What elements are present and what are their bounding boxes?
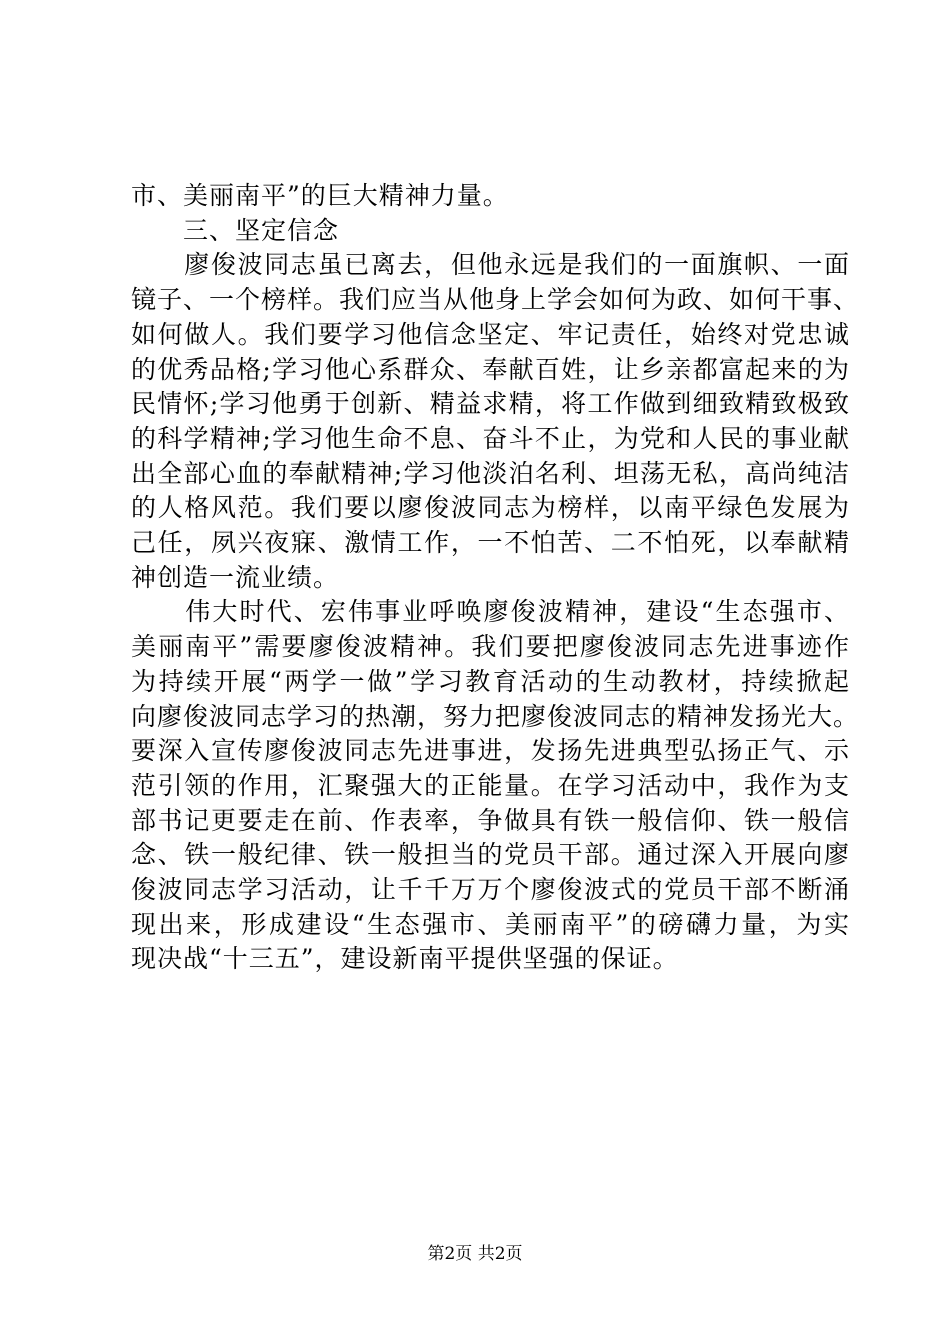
text-line: 现出来，形成建设“生态强市、美丽南平”的磅礴力量，为实 xyxy=(131,909,850,939)
text-line: 伟大时代、宏伟事业呼唤廖俊波精神，建设“生态强市、 xyxy=(131,597,850,627)
text-line: 的科学精神;学习他生命不息、奋斗不止，为党和人民的事业献 xyxy=(131,423,850,453)
page-footer: 第2页 共2页 xyxy=(427,1244,523,1264)
text-line: 三、坚定信念 xyxy=(131,215,340,245)
text-line: 的人格风范。我们要以廖俊波同志为榜样，以南平绿色发展为 xyxy=(131,493,850,523)
text-line: 俊波同志学习活动，让千千万万个廖俊波式的党员干部不断涌 xyxy=(131,875,850,904)
text-line: 神创造一流业绩。 xyxy=(131,562,340,592)
text-line: 为持续开展“两学一做”学习教育活动的生动教材，持续掀起 xyxy=(131,666,850,696)
text-line: 镜子、一个榜样。我们应当从他身上学会如何为政、如何干事、 xyxy=(131,285,860,315)
text-line: 部书记更要走在前、作表率，争做具有铁一般信仰、铁一般信 xyxy=(131,805,850,835)
text-line: 的优秀品格;学习他心系群众、奉献百姓，让乡亲都富起来的为 xyxy=(131,354,850,384)
text-line: 出全部心血的奉献精神;学习他淡泊名利、坦荡无私，高尚纯洁 xyxy=(131,458,850,488)
text-line: 民情怀;学习他勇于创新、精益求精，将工作做到细致精致极致 xyxy=(131,389,850,419)
text-line: 向廖俊波同志学习的热潮，努力把廖俊波同志的精神发扬光大。 xyxy=(131,701,860,731)
text-line: 念、铁一般纪律、铁一般担当的党员干部。通过深入开展向廖 xyxy=(131,840,850,870)
text-line: 美丽南平”需要廖俊波精神。我们要把廖俊波同志先进事迹作 xyxy=(131,632,850,662)
text-line: 现决战“十三五”，建设新南平提供坚强的保证。 xyxy=(131,944,679,974)
text-line: 范引领的作用，汇聚强大的正能量。在学习活动中，我作为支 xyxy=(131,770,850,800)
text-line: 要深入宣传廖俊波同志先进事进，发扬先进典型弘扬正气、示 xyxy=(131,736,850,766)
text-line: 廖俊波同志虽已离去，但他永远是我们的一面旗帜、一面 xyxy=(131,250,850,280)
text-line: 如何做人。我们要学习他信念坚定、牢记责任，始终对党忠诚 xyxy=(131,319,850,349)
text-line: 市、美丽南平”的巨大精神力量。 xyxy=(131,181,509,210)
text-line: 己任，夙兴夜寐、激情工作，一不怕苦、二不怕死，以奉献精 xyxy=(131,528,850,557)
